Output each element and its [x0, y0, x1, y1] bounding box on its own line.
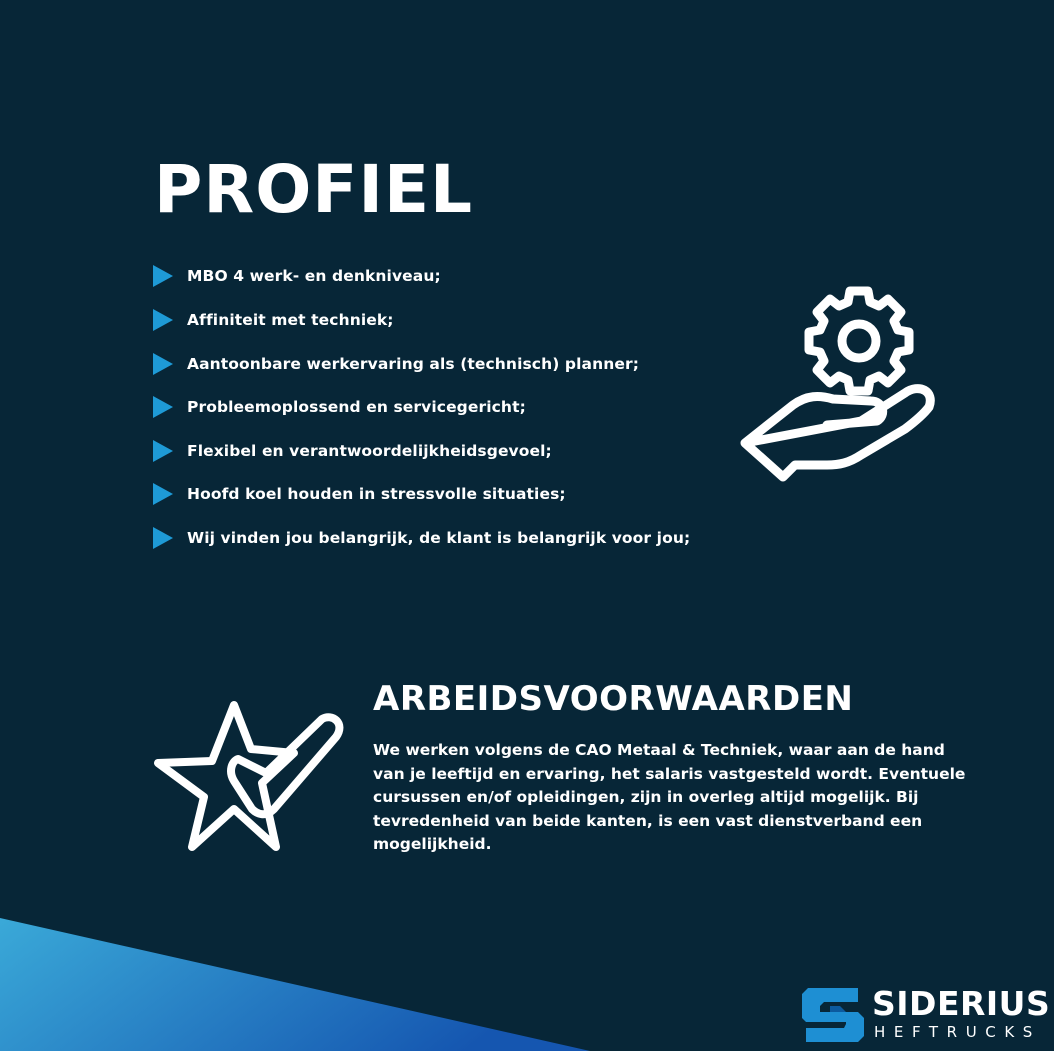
siderius-logo: [800, 984, 1051, 1046]
siderius-logo-icon: [800, 988, 864, 1042]
arbeidsvoorwaarden-line: van je leeftijd en ervaring, het salaris vastgesteld wordt. Eventuele: [373, 764, 966, 783]
profiel-item: [152, 309, 394, 331]
brand-tagline: HEFTRUCKS: [874, 1023, 1041, 1041]
profiel-item: [152, 527, 690, 549]
triangle-right-icon: [152, 309, 174, 331]
profiel-item: [152, 353, 639, 375]
profiel-item-text: Flexibel en verantwoordelijkheidsgevoel;: [187, 442, 552, 460]
brand-name: SIDERIUS: [872, 984, 1051, 1023]
triangle-right-icon: [152, 265, 174, 287]
profiel-item-text: Affiniteit met techniek;: [187, 311, 394, 329]
profiel-item: [152, 440, 552, 462]
profiel-item: [152, 483, 566, 505]
star-check-icon: [150, 697, 346, 857]
profiel-item-text: MBO 4 werk- en denkniveau;: [187, 267, 441, 285]
profiel-item-text: Wij vinden jou belangrijk, de klant is belangrijk voor jou;: [187, 529, 691, 547]
arbeidsvoorwaarden-line: mogelijkheid.: [373, 835, 492, 854]
profiel-item-text: Probleemoplossend en servicegericht;: [187, 398, 526, 416]
profiel-title: PROFIEL: [154, 151, 474, 228]
triangle-right-icon: [152, 396, 174, 418]
triangle-right-icon: [152, 353, 174, 375]
triangle-right-icon: [152, 527, 174, 549]
profiel-item: [152, 396, 526, 418]
profiel-item-text: Aantoonbare werkervaring als (technisch) planner;: [187, 355, 640, 373]
profiel-item: [152, 265, 441, 287]
arbeidsvoorwaarden-title: ARBEIDSVOORWAARDEN: [373, 679, 854, 719]
profiel-item-text: Hoofd koel houden in stressvolle situaties;: [187, 485, 566, 503]
triangle-right-icon: [152, 440, 174, 462]
gear-hand-icon: [733, 283, 939, 491]
arbeidsvoorwaarden-line: cursussen en/of opleidingen, zijn in overleg altijd mogelijk. Bij: [373, 788, 919, 807]
arbeidsvoorwaarden-line: tevredenheid van beide kanten, is een vast dienstverband een: [373, 811, 923, 830]
triangle-right-icon: [152, 483, 174, 505]
arbeidsvoorwaarden-line: We werken volgens de CAO Metaal & Techniek, waar aan de hand: [373, 741, 945, 759]
arbeidsvoorwaarden-text: [373, 739, 973, 857]
